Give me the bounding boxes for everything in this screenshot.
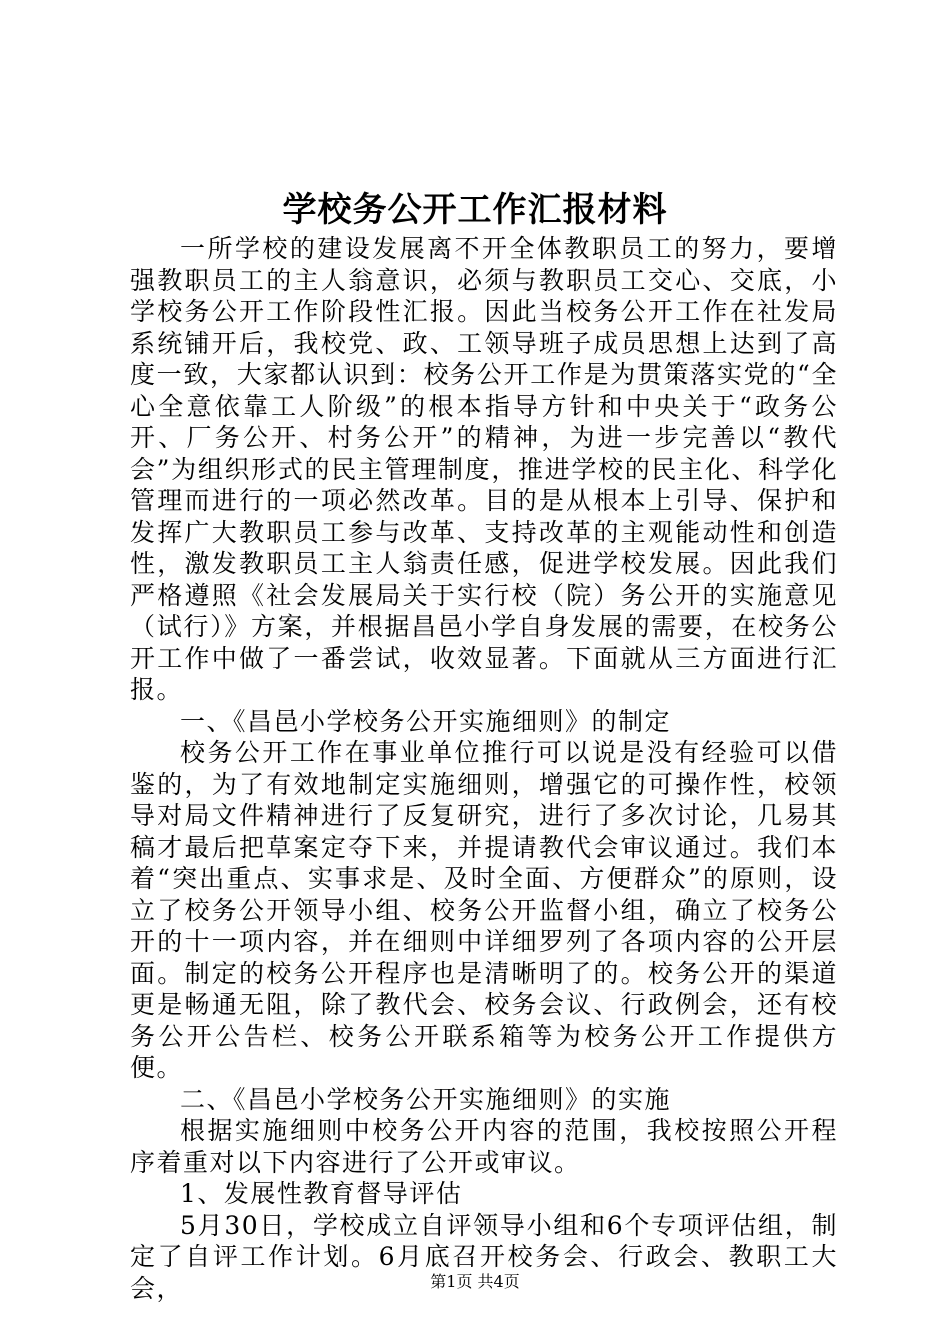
subsection-1-paragraph: 5月30日，学校成立自评领导小组和6个专项评估组，制定了自评工作计划。6月底召开校务会、行政会、教职工大会，	[130, 1210, 838, 1303]
section-2-paragraph: 根据实施细则中校务公开内容的范围，我校按照公开程序着重对以下内容进行了公开或审议。	[130, 1116, 838, 1177]
section-heading-1: 一、《昌邑小学校务公开实施细则》的制定	[180, 706, 672, 736]
page-footer: 第1页 共4页	[430, 1272, 520, 1291]
section-heading-2: 二、《昌邑小学校务公开实施细则》的实施	[180, 1084, 672, 1114]
intro-paragraph: 一所学校的建设发展离不开全体教职员工的努力，要增强教职员工的主人翁意识，必须与教职员工交心、交底，小学校务公开工作阶段性汇报。因此当校务公开工作在社发局系统铺开后，我校党、政、工领导班子成员思想上达到了高度一致，大家都认识到：校务公开工作是为贯策落实党的“全心全意依靠工人阶级”的根本指导方针和中央关于“政务公开、厂务公开、村务公开”的精神，为进一步完善以“教代会”为组织形式的民主管理制度，推进学校的民主化、科学化管理而进行的一项必然改革。目的是从根本上引导、保护和发挥广大教职员工参与改革、支持改革的主观能动性和创造性，激发教职员工主人翁责任感，促进学校发展。因此我们严格遵照《社会发展局关于实行校（院）务公开的实施意见（试行）》方案，并根据昌邑小学自身发展的需要，在校务公开工作中做了一番尝试，收效显著。下面就从三方面进行汇报。	[130, 234, 838, 704]
document-title: 学校务公开工作汇报材料	[282, 190, 668, 230]
section-1-paragraph: 校务公开工作在事业单位推行可以说是没有经验可以借鉴的，为了有效地制定实施细则，增强它的可操作性，校领导对局文件精神进行了反复研究，进行了多次讨论，几易其稿才最后把草案定夺下来，并提请教代会审议通过。我们本着“突出重点、实事求是、及时全面、方便群众”的原则，设立了校务公开领导小组、校务公开监督小组，确立了校务公开的十一项内容，并在细则中详细罗列了各项内容的公开层面。制定的校务公开程序也是清晰明了的。校务公开的渠道更是畅通无阻，除了教代会、校务会议、行政例会，还有校务公开公告栏、校务公开联系箱等为校务公开工作提供方便。	[130, 738, 838, 1082]
subsection-heading-1: 1、发展性教育督导评估	[180, 1179, 463, 1208]
document-body	[130, 233, 838, 1304]
